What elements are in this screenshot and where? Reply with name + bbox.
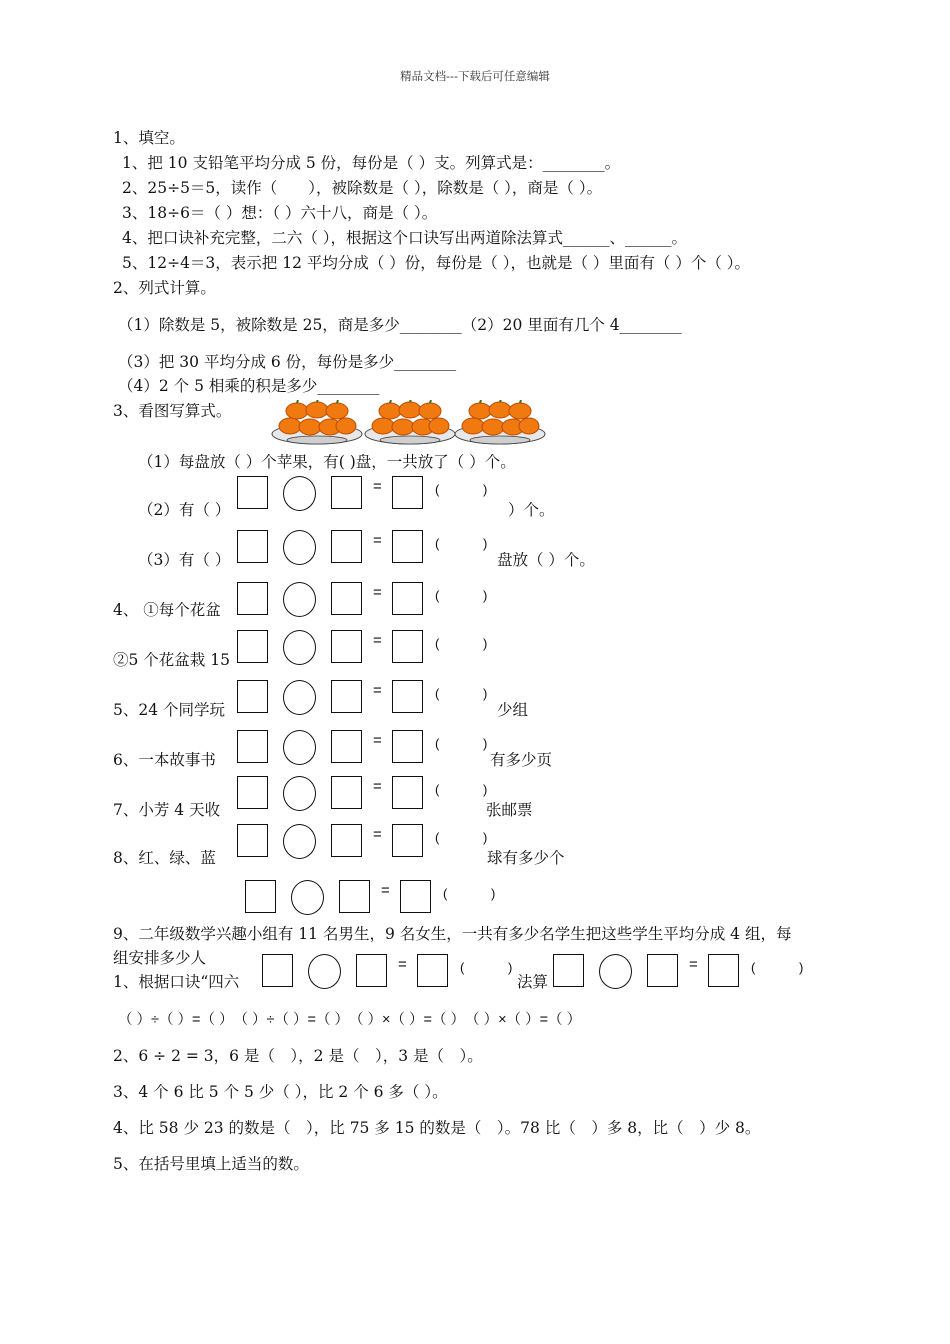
answer-box-1[interactable] <box>237 730 268 763</box>
question-9-line-1: 9、二年级数学兴趣小组有 11 名男生，9 名女生，一共有多少名学生把这些学生平均分成 4 组，每 <box>113 925 792 943</box>
question-7-left: 7、小芳 4 天收 <box>113 801 221 819</box>
question-5-left: 5、24 个同学玩 <box>113 701 226 719</box>
answer-box-1[interactable] <box>237 476 268 509</box>
answer-box-3[interactable] <box>392 730 423 763</box>
answer-box-1[interactable] <box>553 954 584 987</box>
unit-paren-close: ) <box>483 588 488 603</box>
unit-paren-open: ( <box>435 686 440 701</box>
answer-box-1[interactable] <box>237 530 268 563</box>
answer-box-3[interactable] <box>392 530 423 563</box>
equation-row-8 <box>237 824 497 864</box>
unit-paren-open: ( <box>435 536 440 551</box>
answer-box-3[interactable] <box>400 880 431 913</box>
answer-box-3[interactable] <box>392 680 423 713</box>
question-4-left: 4、 ①每个花盆 <box>113 601 221 619</box>
answer-box-2[interactable] <box>356 954 387 987</box>
answer-box-2[interactable] <box>331 630 362 663</box>
equals-sign: = <box>373 826 382 843</box>
unit-paren-open: ( <box>443 886 448 901</box>
bottom-question-3: 3、4 个 6 比 5 个 5 少（ ），比 2 个 6 多（ ）。 <box>113 1083 448 1101</box>
question-7-right: 张邮票 <box>486 801 533 819</box>
equation-row-1 <box>237 476 497 516</box>
operator-circle[interactable] <box>283 530 316 565</box>
question-3-3-left: （3）有（ ） <box>138 551 231 569</box>
equals-sign: = <box>373 778 382 795</box>
unit-paren-close: ) <box>491 886 496 901</box>
equals-sign: = <box>689 956 698 973</box>
unit-paren-close: ) <box>483 686 488 701</box>
question-1-2: 2、25÷5＝5，读作（ ），被除数是（ ），除数是（ ），商是（ ）。 <box>122 179 603 197</box>
plate-2 <box>365 400 455 444</box>
unit-paren-close: ) <box>483 736 488 751</box>
operator-circle[interactable] <box>283 630 316 665</box>
question-3-3-right: 盘放（ ）个。 <box>497 551 595 569</box>
answer-box-2[interactable] <box>331 582 362 615</box>
answer-box-1[interactable] <box>245 880 276 913</box>
operator-circle[interactable] <box>283 680 316 715</box>
question-1-4: 4、把口诀补充完整，二六（ ），根据这个口诀写出两道除法算式______、______。 <box>122 229 688 247</box>
equation-row-5 <box>237 680 497 720</box>
unit-paren-close: ) <box>508 960 513 975</box>
answer-box-2[interactable] <box>647 954 678 987</box>
unit-paren-open: ( <box>435 830 440 845</box>
answer-box-3[interactable] <box>392 630 423 663</box>
bottom-question-4: 4、比 58 少 23 的数是（ ），比 75 多 15 的数是（ ）。78 比（ ）多 8，比（ ）少 8。 <box>113 1119 761 1137</box>
question-3-1: （1）每盘放（ ）个苹果，有( )盘，一共放了（ ）个。 <box>138 453 516 471</box>
equals-sign: = <box>373 532 382 549</box>
operator-circle[interactable] <box>283 824 316 859</box>
equation-row-9 <box>245 880 505 920</box>
operator-circle[interactable] <box>308 954 341 989</box>
unit-paren-open: ( <box>460 960 465 975</box>
equals-sign: = <box>373 732 382 749</box>
operator-circle[interactable] <box>291 880 324 915</box>
question-8-left: 8、红、绿、蓝 <box>113 849 216 867</box>
operator-circle[interactable] <box>283 582 316 617</box>
equals-sign: = <box>373 478 382 495</box>
answer-box-2[interactable] <box>331 530 362 563</box>
unit-paren-close: ) <box>483 482 488 497</box>
section-1-title: 1、填空。 <box>113 129 185 147</box>
answer-box-3[interactable] <box>417 954 448 987</box>
answer-box-3[interactable] <box>392 824 423 857</box>
question-2-1: （1）除数是 5，被除数是 25，商是多少________（2）20 里面有几个 4________ <box>118 316 682 334</box>
answer-box-2[interactable] <box>331 680 362 713</box>
equation-row-11 <box>553 954 813 994</box>
question-1-1: 1、把 10 支铅笔平均分成 5 份，每份是（ ）支。列算式是：________。 <box>122 154 621 172</box>
unit-paren-open: ( <box>435 736 440 751</box>
bottom-question-5: 5、在括号里填上适当的数。 <box>113 1155 309 1173</box>
answer-box-2[interactable] <box>331 476 362 509</box>
answer-box-3[interactable] <box>708 954 739 987</box>
unit-paren-open: ( <box>435 782 440 797</box>
unit-paren-open: ( <box>435 636 440 651</box>
unit-paren-open: ( <box>435 588 440 603</box>
unit-paren-open: ( <box>751 960 756 975</box>
plate-3 <box>455 400 545 444</box>
question-2-4: （4）2 个 5 相乘的积是多少________ <box>118 377 380 395</box>
equation-row-4 <box>237 630 497 670</box>
bottom-question-1-equations: （ ）÷（ ）=（ ） （ ）÷（ ）=（ ） （ ）×（ ）=（ ） （ ）×（ ）=（ ） <box>118 1012 582 1028</box>
question-6-right: 有多少页 <box>490 751 553 769</box>
bottom-question-1-right: 法算 <box>517 973 549 991</box>
question-3-2-left: （2）有（ ） <box>138 501 231 519</box>
section-3-title: 3、看图写算式。 <box>113 402 232 420</box>
answer-box-1[interactable] <box>237 824 268 857</box>
answer-box-1[interactable] <box>237 680 268 713</box>
answer-box-1[interactable] <box>262 954 293 987</box>
answer-box-2[interactable] <box>339 880 370 913</box>
equation-row-3 <box>237 582 497 622</box>
question-1-3: 3、18÷6＝（ ）想：（ ）六十八，商是（ ）。 <box>122 204 438 222</box>
answer-box-3[interactable] <box>392 476 423 509</box>
question-3-2-right: ）个。 <box>508 501 555 519</box>
equation-row-2 <box>237 530 497 570</box>
answer-box-3[interactable] <box>392 582 423 615</box>
unit-paren-close: ) <box>483 782 488 797</box>
unit-paren-open: ( <box>435 482 440 497</box>
question-6-left: 6、一本故事书 <box>113 751 216 769</box>
plates-svg <box>270 400 550 450</box>
question-1-5: 5、12÷4＝3，表示把 12 平均分成（ ）份，每份是（ ），也就是（ ）里面有（ ）个（ ）。 <box>122 254 751 272</box>
unit-paren-close: ) <box>483 536 488 551</box>
equals-sign: = <box>398 956 407 973</box>
operator-circle[interactable] <box>283 730 316 765</box>
answer-box-1[interactable] <box>237 582 268 615</box>
equals-sign: = <box>381 882 390 899</box>
operator-circle[interactable] <box>283 776 316 811</box>
operator-circle[interactable] <box>283 476 316 511</box>
equals-sign: = <box>373 682 382 699</box>
answer-box-1[interactable] <box>237 630 268 663</box>
question-2-3: （3）把 30 平均分成 6 份，每份是多少________ <box>118 353 457 371</box>
unit-paren-close: ) <box>799 960 804 975</box>
section-2-title: 2、列式计算。 <box>113 279 216 297</box>
answer-box-3[interactable] <box>392 776 423 809</box>
equation-row-6 <box>237 730 497 770</box>
equation-row-10 <box>262 954 522 994</box>
page-header: 精品文档---下载后可任意编辑 <box>400 69 550 83</box>
question-4-2-left: ②5 个花盆栽 15 <box>113 651 230 669</box>
question-9-line-2: 组安排多少人 <box>113 949 207 967</box>
answer-box-2[interactable] <box>331 824 362 857</box>
unit-paren-close: ) <box>483 636 488 651</box>
question-8-right: 球有多少个 <box>487 849 565 867</box>
unit-paren-close: ) <box>483 830 488 845</box>
equals-sign: = <box>373 584 382 601</box>
equation-row-7 <box>237 776 497 816</box>
bottom-question-2: 2、6 ÷ 2 = 3，6 是（ ），2 是（ ），3 是（ ）。 <box>113 1047 483 1065</box>
plate-1 <box>272 400 362 444</box>
bottom-question-1-left: 1、根据口诀“四六 <box>113 973 240 991</box>
answer-box-2[interactable] <box>331 730 362 763</box>
operator-circle[interactable] <box>599 954 632 989</box>
equals-sign: = <box>373 632 382 649</box>
question-5-right: 少组 <box>497 701 529 719</box>
pumpkin-plates-picture <box>270 400 550 450</box>
answer-box-2[interactable] <box>331 776 362 809</box>
answer-box-1[interactable] <box>237 776 268 809</box>
